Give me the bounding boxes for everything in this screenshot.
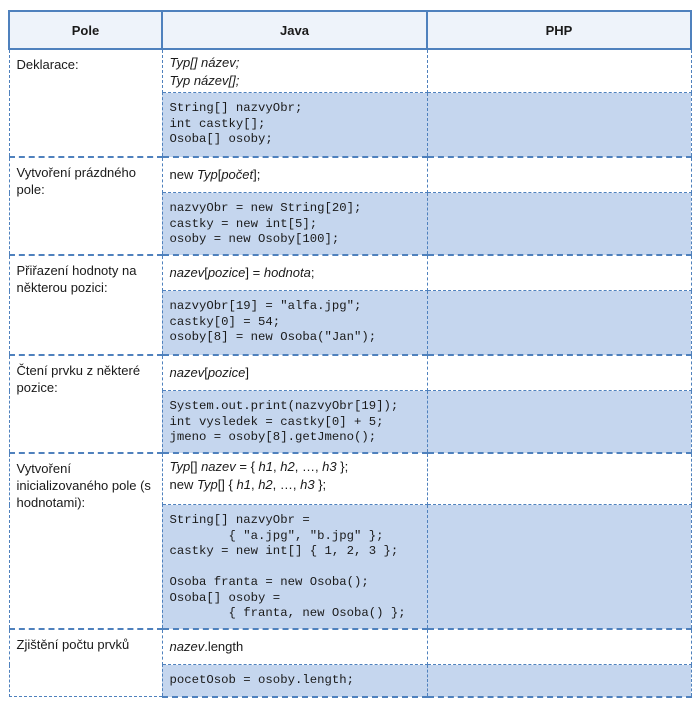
row-label-text: Vytvoření inicializovaného pole (s hodnotami): (16, 460, 151, 510)
code-line: System.out.print(nazvyObr[19]); (169, 399, 399, 413)
code-line (170, 560, 420, 576)
row-syntax (9, 453, 691, 505)
code-line: Osoba[] osoby = (169, 590, 281, 605)
code-line: nazvyObr[19] = "alfa.jpg"; (169, 299, 362, 313)
code-line: jmeno = osoby[8].getJmeno(); (169, 430, 377, 444)
syntax-line: nazev[pozice] = hodnota; (169, 264, 315, 280)
syntax-line: nazev.length (169, 638, 244, 654)
header-row (9, 11, 691, 49)
code-line: String[] nazvyObr = (169, 513, 310, 527)
code-line: castky = new int[] { 1, 2, 3 }; (169, 544, 399, 558)
syntax-line: Typ název[]; (169, 73, 240, 88)
row-label-text: Vytvoření prázdného pole: (16, 164, 136, 197)
code-line: Osoba[] osoby; (169, 132, 273, 146)
php-cell (427, 291, 691, 355)
java-syntax (162, 157, 427, 193)
syntax-line: Typ[] název; (169, 55, 240, 70)
java-code (162, 193, 427, 255)
code-line: castky[0] = 54; (169, 314, 281, 329)
java-syntax (162, 453, 427, 505)
syntax-line: nazev[pozice] (169, 364, 250, 380)
row-label-text: Čtení prvku z některé pozice: (16, 362, 141, 395)
code-line: osoby = new Osoby[100]; (169, 232, 340, 246)
java-syntax (162, 49, 427, 93)
java-syntax (162, 629, 427, 665)
php-cell (427, 505, 691, 629)
row-syntax (9, 355, 691, 391)
header-java: Java (162, 11, 427, 49)
row-label (9, 453, 162, 629)
row-syntax (9, 49, 691, 93)
code-line: int vysledek = castky[0] + 5; (169, 414, 384, 429)
row-label (9, 629, 162, 697)
php-cell (427, 93, 691, 157)
php-cell (427, 629, 691, 665)
row-label-text: Přiřazení hodnoty na některou pozici: (16, 262, 137, 295)
row-label (9, 157, 162, 255)
code-line: castky = new int[5]; (169, 216, 318, 231)
php-cell (427, 157, 691, 193)
code-line: String[] nazvyObr; (169, 101, 303, 115)
php-cell (427, 453, 691, 505)
row-syntax (9, 255, 691, 291)
java-code (162, 505, 427, 629)
syntax-line: new Typ[] { h1, h2, …, h3 }; (169, 476, 327, 492)
header-pole: Pole (9, 11, 162, 49)
syntax-line: Typ[] nazev = { h1, h2, …, h3 }; (169, 458, 349, 474)
php-cell (427, 391, 691, 453)
php-cell (427, 355, 691, 391)
php-cell (427, 665, 691, 697)
code-line: int castky[]; (169, 116, 266, 131)
php-cell (427, 255, 691, 291)
syntax-line: new Typ[počet]; (169, 166, 261, 182)
java-syntax (162, 355, 427, 391)
row-label (9, 255, 162, 355)
code-line: Osoba franta = new Osoba(); (169, 575, 369, 589)
php-cell (427, 193, 691, 255)
comparison-table (8, 10, 692, 698)
code-line: nazvyObr = new String[20]; (169, 201, 362, 215)
code-line: osoby[8] = new Osoba("Jan"); (169, 330, 377, 344)
java-code (162, 665, 427, 697)
header-php: PHP (427, 11, 691, 49)
code-line: { franta, new Osoba() }; (169, 606, 406, 620)
row-label-text: Zjištění počtu prvků (16, 636, 130, 652)
code-line: { "a.jpg", "b.jpg" }; (169, 528, 384, 543)
row-label (9, 355, 162, 453)
row-syntax (9, 157, 691, 193)
php-cell (427, 49, 691, 93)
row-label-text: Deklarace: (16, 57, 79, 72)
row-label (9, 49, 162, 157)
java-code (162, 391, 427, 453)
java-syntax (162, 255, 427, 291)
java-code (162, 291, 427, 355)
java-code (162, 93, 427, 157)
row-syntax (9, 629, 691, 665)
code-line: pocetOsob = osoby.length; (169, 673, 354, 687)
